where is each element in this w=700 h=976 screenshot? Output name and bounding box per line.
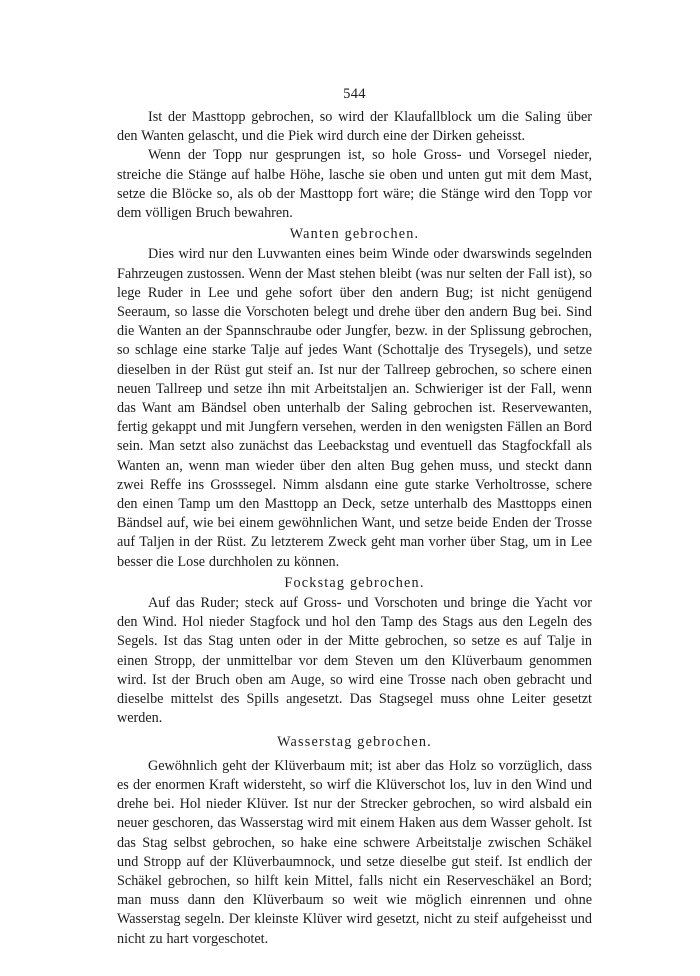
section-heading-wasserstag: Wasserstag gebrochen. [277, 733, 432, 750]
section-heading-wanten: Wanten gebrochen. [289, 226, 420, 243]
body-text [117, 108, 592, 949]
paragraph-wasserstag: Gewöhnlich geht der Klüverbaum mit; ist aber das Holz so vorzüglich, dass es der enormen Kraft widersteht, so wirf die Klüverschot los, luv in den Wind und drehe bei. Hol nieder Klüver. Ist nur der Strecker gebrochen, so wird alsbald ein neuer geschoren, das Wasserstag wird mit einem Haken aus dem Wasser geholt. Ist das Stag selbst gebrochen, so hake eine schwere Arbeitstalje zwischen Schäkel und Stropp auf der Klüverbaumnock, und setze dieselbe gut steif. Ist endlich der Schäkel gebrochen, so hilft kein Mittel, falls nicht ein Reserveschäkel an Bord; man muss dann den Klüverbaum so weit wie möglich einrennen und ohne Wasserstag segeln. Der kleinste Klüver wird gesetzt, nicht zu steif aufgeheisst und nicht zu hart vorgeschotet. [117, 757, 592, 947]
paragraph-wanten: Dies wird nur den Luvwanten eines beim Winde oder dwarswinds segelnden Fahrzeugen zustossen. Wenn der Mast stehen bleibt (was nur selten der Fall ist), so lege Ruder in Lee und gehe sofort über den andern Bug; ist nicht genügend Seeraum, so lasse die Vorschoten belegt und drehe über den andern Bug bei. Sind die Wanten an der Spannschraube oder Jungfer, bezw. in der Splissung gebrochen, so schlage eine starke Talje auf jedes Want (Schottalje des Trysegels), und setze dieselben in der Rüst gut steif an. Ist nur der Tallreep gebrochen, so schere einen neuen Tallreep und setze ihn mit Arbeitstaljen an. Schwieriger ist der Fall, wenn das Want am Bändsel oben unterhalb der Saling gebrochen ist. Reservewanten, fertig gekappt und mit Jungfern versehen, werden in den wenigsten Fällen an Bord sein. Man setzt also zunächst das Leebackstag und eventuell das Stagfockfall als Wanten an, wenn man wieder über den alten Bug gehen muss, und steckt dann zwei Reffe ins Grosssegel. Nimm alsdann eine gute starke Verholtrosse, schere den einen Tamp um den Masttopp an Deck, setze unterhalb des Masttopps einen Bändsel auf, wie bei einem gewöhnlichen Want, und setze beide Enden der Trosse auf Taljen in der Rüst. Zu letzterem Zweck geht man vorher über Stag, um in Lee besser die Lose durchholen zu können. [117, 246, 592, 570]
paragraph-topp-gesprungen: Wenn der Topp nur gesprungen ist, so hole Gross- und Vorsegel nieder, streiche die Stänge auf halbe Höhe, lasche sie oben und unten gut mit dem Mast, setze die Blöcke so, als ob der Masttopp fort wäre; die Stänge wird den Topp vor dem völligen Bruch bewahren. [117, 147, 592, 222]
section-heading-fockstag: Fockstag gebrochen. [284, 574, 425, 591]
paragraph-masttopp: Ist der Masttopp gebrochen, so wird der Klaufallblock um die Saling über den Wanten gelascht, und die Piek wird durch eine der Dirken geheisst. [117, 109, 592, 145]
paragraph-fockstag: Auf das Ruder; steck auf Gross- und Vorschoten und bringe die Yacht vor den Wind. Hol nieder Stagfock und hol den Tamp des Stags aus den Legeln des Segels. Ist das Stag unten oder in der Mitte gebrochen, so setze es auf Talje in einen Stropp, der unmittelbar vor dem Steven um den Klüverbaum genommen wird. Ist der Bruch oben am Auge, so wird eine Trosse nach oben gebracht und dieselbe mittelst des Spills angesetzt. Das Stagsegel muss ohne Leiter gesetzt werden. [117, 595, 592, 727]
page-number: 544 [343, 86, 366, 102]
